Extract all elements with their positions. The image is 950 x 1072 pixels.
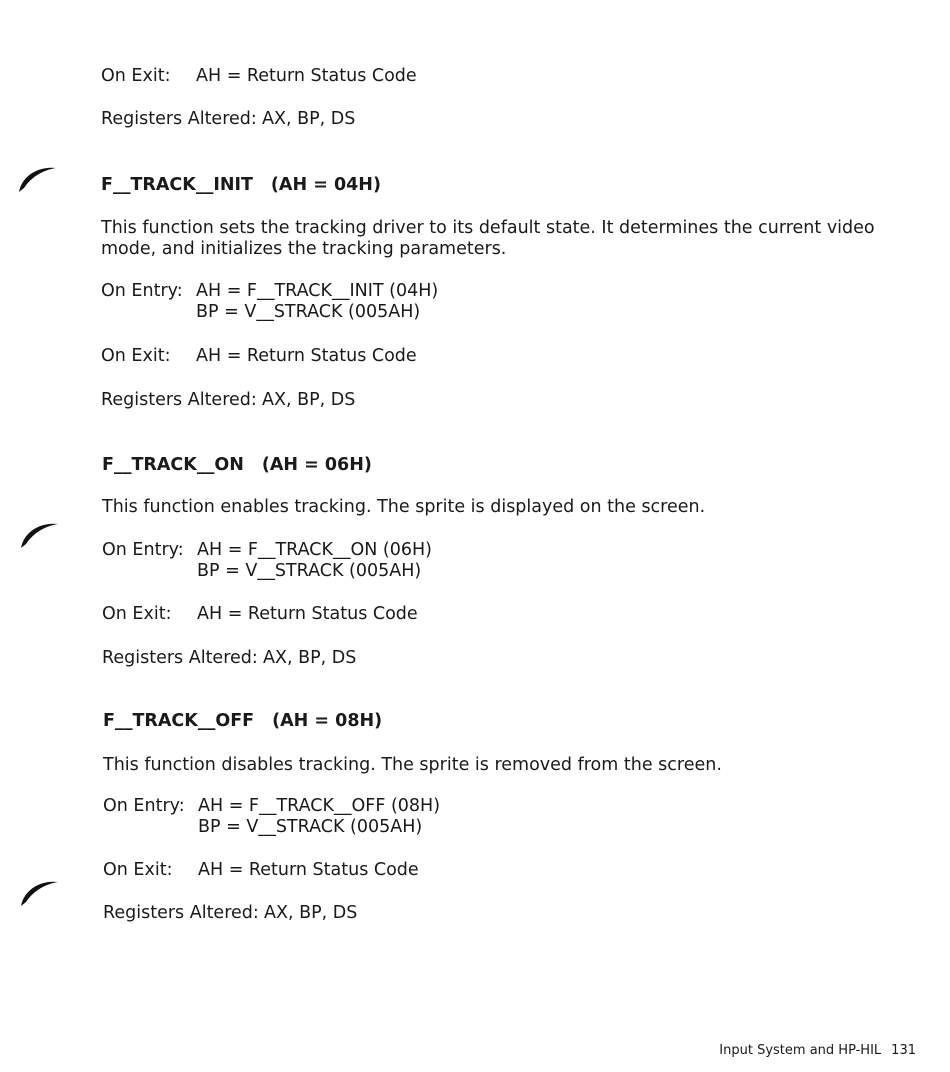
registers-altered-row (102, 648, 357, 669)
on-exit-label: On Exit: (102, 604, 172, 624)
registers-altered-label: Registers Altered: (102, 648, 258, 668)
on-exit-row (103, 860, 419, 881)
on-exit-row (101, 66, 417, 87)
on-entry-line-1: AH = F__TRACK__ON (06H) (197, 540, 432, 560)
on-entry-label: On Entry: (103, 796, 185, 816)
function-code: (AH = 04H) (270, 175, 381, 195)
on-entry-line-2: BP = V__STRACK (005AH) (197, 561, 422, 581)
on-entry-label: On Entry: (101, 281, 183, 301)
function-code: (AH = 06H) (261, 455, 372, 475)
registers-altered-value: AX, BP, DS (264, 903, 358, 923)
margin-mark-3 (18, 876, 60, 908)
registers-altered-value: AX, BP, DS (262, 390, 356, 410)
function-code: (AH = 08H) (272, 711, 383, 731)
on-exit-label: On Exit: (101, 66, 171, 86)
registers-altered-row (101, 109, 356, 130)
on-exit-value: AH = Return Status Code (198, 860, 419, 880)
page-number: 131 (891, 1043, 916, 1058)
section-heading-track-off (103, 711, 382, 731)
registers-altered-label: Registers Altered: (101, 390, 257, 410)
function-name: F__TRACK__INIT (101, 175, 253, 195)
page-footer (719, 1043, 916, 1058)
on-entry-row (101, 281, 439, 322)
on-entry-line-1: AH = F__TRACK__INIT (04H) (196, 281, 439, 301)
on-exit-value: AH = Return Status Code (196, 346, 417, 366)
margin-mark-2 (18, 518, 60, 550)
on-entry-line-1: AH = F__TRACK__OFF (08H) (198, 796, 441, 816)
registers-altered-row (101, 390, 356, 411)
on-entry-row (102, 540, 432, 581)
on-exit-row (102, 604, 418, 625)
margin-mark-1 (16, 162, 58, 194)
section-description: This function enables tracking. The sprite is displayed on the screen. (102, 497, 706, 517)
on-entry-row (103, 796, 441, 837)
on-entry-line-2: BP = V__STRACK (005AH) (196, 302, 421, 322)
on-entry-label: On Entry: (102, 540, 184, 560)
section-description: This function disables tracking. The sprite is removed from the screen. (103, 755, 722, 775)
on-exit-label: On Exit: (103, 860, 173, 880)
on-exit-value: AH = Return Status Code (197, 604, 418, 624)
function-name: F__TRACK__ON (102, 455, 244, 475)
footer-title: Input System and HP-HIL (719, 1043, 882, 1058)
registers-altered-value: AX, BP, DS (262, 109, 356, 129)
registers-altered-value: AX, BP, DS (263, 648, 357, 668)
section-heading-track-init (101, 175, 381, 195)
on-exit-label: On Exit: (101, 346, 171, 366)
section-description: This function sets the tracking driver to its default state. It determines the current video mode, and initializes the tracking parameters. (101, 218, 875, 259)
registers-altered-row (103, 903, 358, 924)
registers-altered-label: Registers Altered: (103, 903, 259, 923)
on-exit-row (101, 346, 417, 367)
on-entry-line-2: BP = V__STRACK (005AH) (198, 817, 423, 837)
function-name: F__TRACK__OFF (103, 711, 255, 731)
section-heading-track-on (102, 455, 372, 475)
on-exit-value: AH = Return Status Code (196, 66, 417, 86)
registers-altered-label: Registers Altered: (101, 109, 257, 129)
